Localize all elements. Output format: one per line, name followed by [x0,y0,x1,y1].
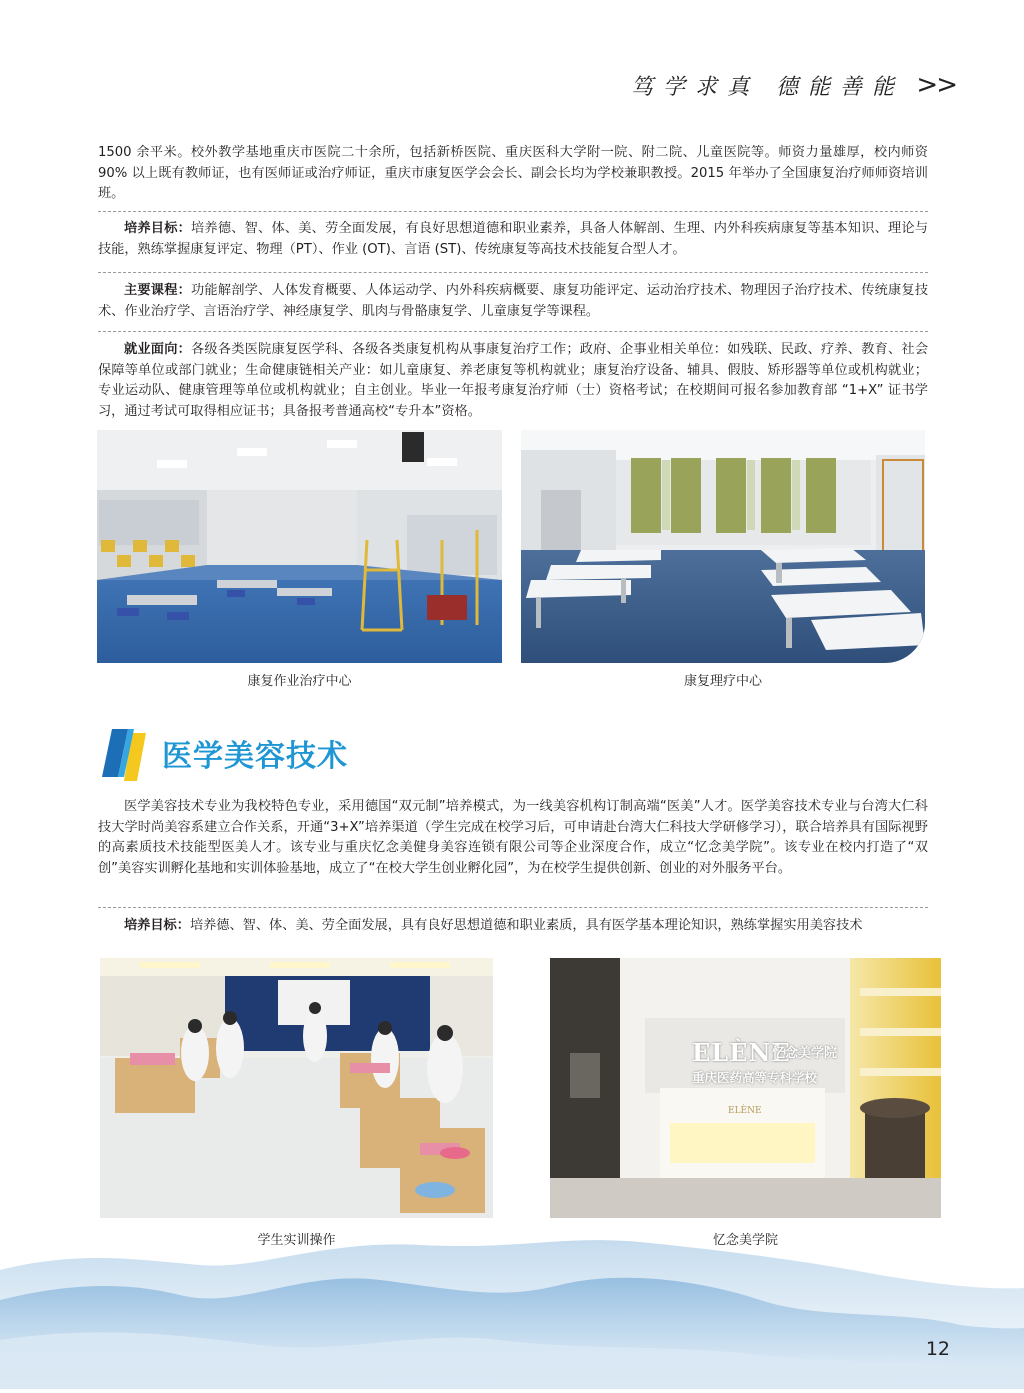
section-title: 医学美容技术 [162,739,348,774]
mountain-background [0,1230,1024,1389]
ot-center-caption: 康复作业治疗中心 [247,674,352,689]
header-motto: 笃学求真 德能善能 [631,75,904,100]
student-practice-photo [100,958,493,1218]
divider [98,272,928,273]
page-number: 12 [925,1338,950,1360]
beauty-goal-paragraph: 培养目标：培养德、智、体、美、劳全面发展，具有良好思想道德和职业素质，具有医学基本理论知识，熟练掌握实用美容技术 [124,918,863,933]
divider [98,907,928,908]
section-title-icon [102,729,152,781]
divider [98,211,928,212]
divider [98,331,928,332]
desk-brand: ELÈNE [728,1106,762,1116]
rehab-job-paragraph: 就业面向：各级各类医院康复医学科、各级各类康复机构从事康复治疗工作；政府、企事业相关单位：如残联、民政、疗养、教育、社会保障等单位或部门就业；生命健康链相关产业：如儿童康复、养老康复等机构就业；康复治疗设备、辅具、假肢、矫形器等单位或机构就业；专业运动队、健康管理等单位或机构就业；自主创业。毕业一年报考康复治疗师（士）资格考试；在校期间可报名参加教育部 “1+X” 证书学习，通过考试可取得相应证书；具备报考普通高校“专升本”资格。 [98,342,929,419]
rehab-intro-paragraph: 1500 余平米。校外教学基地重庆市医院二十余所，包括新桥医院、重庆医科大学附一院、附二院、儿童医院等。师资力量雄厚，校内师资 90% 以上既有教师证，也有医师证或治疗师证，重庆市康复医学会会长、副会长均为学校兼职教授。2015 年举办了全国康复治疗师师资培训班。 [98,145,928,201]
sign-academy-name: 忆念美学院 [772,1046,838,1061]
elene-academy-photo [550,958,941,1218]
sign-school-name: 重庆医药高等专科学校 [692,1070,818,1085]
sign-brand: ELÈNE [692,1038,791,1067]
ot-center-photo [97,430,502,663]
elene-academy-caption: 忆念美学院 [712,1233,778,1248]
beauty-intro-paragraph: 医学美容技术专业为我校特色专业，采用德国“双元制”培养模式，为一线美容机构订制高端“医美”人才。医学美容技术专业与台湾大仁科技大学时尚美容系建立合作关系，开通“3+X”培养渠道（学生完成在校学习后，可申请赴台湾大仁科技大学研修学习），联合培养具有国际视野的高素质技术技能型医美人才。该专业与重庆忆念美健身美容连锁有限公司等企业深度合作，成立“忆念美学院”。该专业在校内打造了“双创”美容实训孵化基地和实训体验基地，成立了“在校大学生创业孵化园”，为在校学生提供创新、创业的对外服务平台。 [98,799,928,876]
rehab-course-paragraph: 主要课程：功能解剖学、人体发育概要、人体运动学、内外科疾病概要、康复功能评定、运动治疗技术、物理因子治疗技术、传统康复技术、作业治疗学、言语治疗学、神经康复学、肌肉与骨骼康复学、儿童康复学等课程。 [98,283,929,319]
next-page-arrows-icon: >> [916,70,956,100]
rehab-goal-paragraph: 培养目标：培养德、智、体、美、劳全面发展，有良好思想道德和职业素养，具备人体解剖、生理、内外科疾病康复等基本知识、理论与技能，熟练掌握康复评定、物理（PT）、作业 (OT)、言语 (ST)、传统康复等高技术技能复合型人才。 [98,221,929,257]
pt-center-caption: 康复理疗中心 [683,674,762,689]
pt-center-photo [521,430,925,663]
student-practice-caption: 学生实训操作 [257,1233,336,1248]
